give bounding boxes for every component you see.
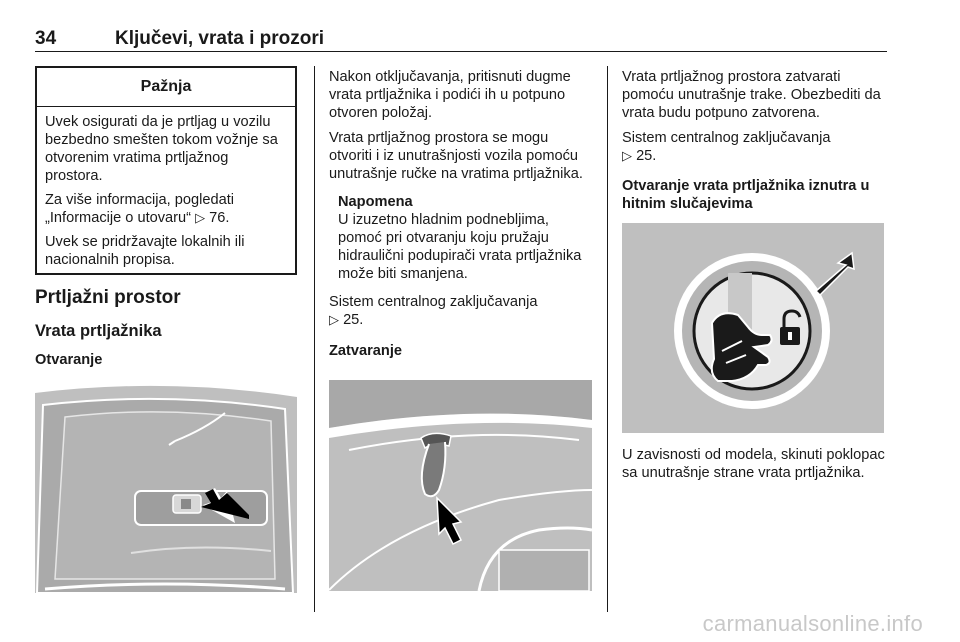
- heading-closing: Zatvaranje: [329, 343, 403, 359]
- right-paragraph-1: Vrata prtljažnog prostora zatvarati pomoću unutrašnje trake. Obezbediti da vrata budu potpuno zatvorena.: [622, 69, 881, 121]
- note-text: U izuzetno hladnim podnebljima, pomoć pri otvaranju koju pružaju hidraulični podupirači vrata prtljažnika može biti smanjena.: [338, 212, 582, 282]
- warning-paragraph-2: Za više informacija, pogledati „Informacije o utovaru“ ▷ 76.: [45, 192, 234, 226]
- figure-closing-strap: [329, 380, 592, 591]
- note-title: Napomena: [338, 194, 413, 210]
- warning-paragraph-1: Uvek osigurati da je prtljag u vozilu bezbedno smešten tokom vožnje sa otvorenim vratima prtljažnog prostora.: [45, 114, 278, 184]
- column-divider-left: [314, 66, 315, 612]
- reference-arrow-icon: ▷: [622, 148, 632, 163]
- reference-arrow-icon: ▷: [195, 210, 206, 225]
- middle-reference: Sistem centralnog zaključavanja ▷ 25.: [329, 294, 538, 328]
- warning-paragraph-3: Uvek se pridržavajte lokalnih ili nacionalnih propisa.: [45, 234, 245, 268]
- section-title: Prtljažni prostor: [35, 287, 181, 308]
- watermark: carmanualsonline.info: [702, 611, 923, 636]
- warning-box: [35, 66, 297, 275]
- warning-ref-page: 76.: [209, 210, 230, 226]
- page-header: [35, 28, 885, 50]
- right-column-bottom: [622, 446, 888, 482]
- middle-column: [329, 68, 593, 360]
- chapter-title: Ključevi, vrata i prozori: [115, 28, 325, 49]
- page-number: 34: [35, 28, 57, 49]
- reference-arrow-icon: ▷: [329, 312, 339, 327]
- middle-paragraph-2: Vrata prtljažnog prostora se mogu otvoriti i iz unutrašnjosti vozila pomoću unutrašnje ručke na vratima prtljažnika.: [329, 130, 583, 182]
- subsection-title: Vrata prtljažnika: [35, 322, 162, 340]
- figure-emergency-release: [622, 223, 884, 433]
- header-rule: [35, 51, 887, 52]
- right-reference: Sistem centralnog zaključavanja ▷ 25.: [622, 130, 831, 164]
- right-column: [622, 68, 888, 213]
- figure-tailgate-button: [35, 383, 297, 593]
- note-block: [329, 193, 593, 283]
- middle-paragraph-1: Nakon otključavanja, pritisnuti dugme vrata prtljažnika i podići ih u potpuno otvoren položaj.: [329, 69, 571, 121]
- heading-emergency-opening: Otvaranje vrata prtljažnika iznutra u hitnim slučajevima: [622, 178, 870, 212]
- column-divider-right: [607, 66, 608, 612]
- right-paragraph-2: U zavisnosti od modela, skinuti poklopac sa unutrašnje strane vrata prtljažnika.: [622, 447, 885, 481]
- heading-opening: Otvaranje: [35, 352, 103, 368]
- warning-title: Pažnja: [37, 68, 295, 107]
